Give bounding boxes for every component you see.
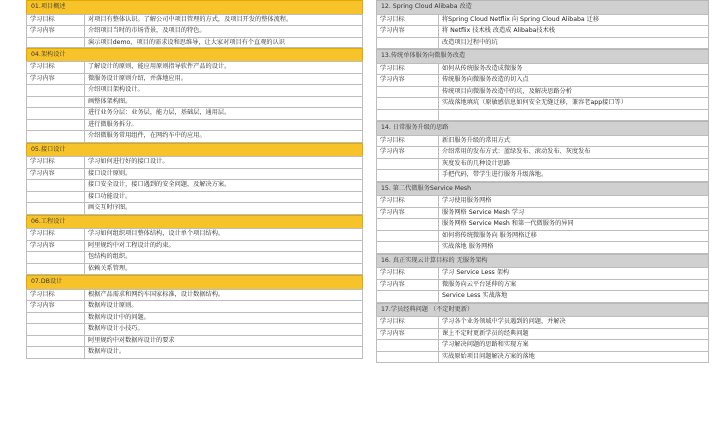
row-content: 微服务向云平台延伸的方案 — [439, 279, 709, 291]
row-content: 依赖关系管理。 — [85, 263, 363, 275]
row-label: 学习内容 — [27, 240, 85, 252]
table-row — [377, 279, 709, 291]
table-row — [27, 289, 363, 301]
table-row — [377, 242, 709, 254]
row-content: 了解设计的原则，能应用原则指导软件产品的设计。 — [85, 62, 363, 74]
row-label — [377, 340, 439, 352]
row-content: 实战落地 服务网格 — [439, 242, 709, 254]
row-label — [27, 252, 85, 264]
table-row — [27, 312, 363, 324]
table-row — [377, 230, 709, 242]
row-content: 接口安全设计，接口遇到的安全问题，及解决方案。 — [85, 180, 363, 192]
table-row — [27, 347, 363, 359]
outline-section — [26, 275, 363, 359]
row-label — [377, 170, 439, 182]
table-row — [377, 170, 709, 182]
row-label — [27, 85, 85, 97]
row-content: 阿里规约中对工程设计的约束。 — [85, 240, 363, 252]
table-row — [377, 14, 709, 26]
table-row — [377, 268, 709, 280]
row-content: 学习如何组织项目整体结构，设计单个项目结构。 — [85, 229, 363, 241]
outline-section — [376, 0, 709, 49]
table-row — [27, 240, 363, 252]
row-content: 对项目有整体认识。了解公司中项目管理的方式，及项目开发的整体流程。 — [85, 14, 363, 26]
left-course-outline — [26, 0, 363, 434]
row-content: 服务网格 Service Mesh 学习 — [439, 207, 709, 219]
section-table — [26, 156, 363, 215]
row-content: 传统项目向微服务改造中的坑，及解决思路分析 — [439, 86, 709, 98]
row-label — [377, 109, 439, 121]
table-row — [27, 229, 363, 241]
table-row — [377, 291, 709, 303]
row-content — [439, 109, 709, 121]
table-row — [27, 85, 363, 97]
row-label: 学习目标 — [27, 157, 85, 169]
row-label: 学习目标 — [377, 268, 439, 280]
table-row — [27, 157, 363, 169]
table-row — [27, 263, 363, 275]
row-label: 学习目标 — [377, 14, 439, 26]
section-title: 12. Spring Cloud Alibaba 改造 — [376, 0, 709, 14]
table-row — [377, 328, 709, 340]
row-label — [27, 335, 85, 347]
row-content: 数据库设计原则。 — [85, 301, 363, 313]
row-label — [27, 191, 85, 203]
section-title: 01.项目概述 — [26, 0, 363, 14]
row-content: 学习各个业务领域中学员遇到的问题，并解决 — [439, 317, 709, 329]
row-content: 手把代码，带学生进行服务升级落地。 — [439, 170, 709, 182]
row-label — [27, 347, 85, 359]
outline-section — [376, 121, 709, 182]
section-table — [26, 228, 363, 275]
row-content: 实战落地填坑（原敏感信息如何安全无缝迁移，兼容老app接口等） — [439, 98, 709, 110]
row-label — [377, 230, 439, 242]
row-content: 灰度发布的几种设计思路 — [439, 158, 709, 170]
row-label — [27, 324, 85, 336]
row-content: 进行微服务拆分。 — [85, 119, 363, 131]
row-content: 接口设计原则。 — [85, 168, 363, 180]
section-title: 06.工程设计 — [26, 215, 363, 229]
section-table — [376, 63, 709, 122]
outline-section — [376, 254, 709, 303]
row-label: 学习目标 — [27, 229, 85, 241]
row-label — [27, 96, 85, 108]
row-content: 数据库设计小技巧。 — [85, 324, 363, 336]
table-row — [27, 180, 363, 192]
table-row — [377, 86, 709, 98]
table-row — [377, 207, 709, 219]
table-row — [27, 108, 363, 120]
table-row — [377, 317, 709, 329]
row-content: 介绍微服务常用组件，在网约车中的应用。 — [85, 131, 363, 143]
row-content: 画交互时序图。 — [85, 203, 363, 215]
row-label: 学习内容 — [27, 301, 85, 313]
table-row — [377, 135, 709, 147]
row-content: 根据产品需求和网约车国家标准，设计数据结构。 — [85, 289, 363, 301]
table-row — [27, 301, 363, 313]
table-row — [377, 37, 709, 49]
row-content: 学习 Service Less 架构 — [439, 268, 709, 280]
table-row — [27, 335, 363, 347]
row-label — [27, 131, 85, 143]
section-title: 15. 第二代微服务Service Mesh — [376, 182, 709, 196]
row-label — [377, 242, 439, 254]
row-content: 包结构的组织。 — [85, 252, 363, 264]
row-content: 如何从传统服务改造成微服务 — [439, 63, 709, 75]
table-row — [27, 37, 363, 47]
row-content: 课上不定时更新学员的经典问题 — [439, 328, 709, 340]
row-label: 学习内容 — [377, 75, 439, 87]
row-content: 数据库设计中的问题。 — [85, 312, 363, 324]
table-row — [377, 26, 709, 38]
table-row — [27, 96, 363, 108]
section-table — [376, 195, 709, 254]
row-content: 学习解决问题的思路和实现方案 — [439, 340, 709, 352]
row-content: 将 Netflix 技术栈 改造成 Alibaba技术栈 — [439, 26, 709, 38]
row-label: 学习目标 — [27, 289, 85, 301]
row-content: 如何将传统微服务向 服务网格迁移 — [439, 230, 709, 242]
section-title: 14. 日常服务升级的思路 — [376, 121, 709, 135]
table-row — [27, 131, 363, 143]
section-table — [376, 267, 709, 303]
row-label — [377, 86, 439, 98]
table-row — [377, 98, 709, 110]
row-content: 学习如何进行好的接口设计。 — [85, 157, 363, 169]
row-content: 数据库设计。 — [85, 347, 363, 359]
row-label — [27, 37, 85, 47]
row-label: 学习内容 — [377, 279, 439, 291]
table-row — [27, 62, 363, 74]
table-row — [27, 324, 363, 336]
section-table — [376, 316, 709, 363]
row-label — [27, 108, 85, 120]
outline-section — [376, 182, 709, 254]
row-label: 学习内容 — [27, 73, 85, 85]
outline-section — [376, 303, 709, 364]
outline-section — [26, 143, 363, 215]
row-content: Service Less 实战落地 — [439, 291, 709, 303]
row-label: 学习目标 — [377, 135, 439, 147]
row-label: 学习目标 — [377, 317, 439, 329]
row-label — [377, 37, 439, 49]
table-row — [377, 63, 709, 75]
table-row — [27, 14, 363, 26]
table-row — [27, 191, 363, 203]
row-content: 介绍项目架构设计。 — [85, 85, 363, 97]
row-label: 学习内容 — [377, 147, 439, 159]
row-content: 将Spring Cloud Netflix 向 Spring Cloud Alibaba 迁移 — [439, 14, 709, 26]
row-label — [27, 119, 85, 131]
section-title: 04.架构设计 — [26, 48, 363, 62]
row-content: 学习使用服务网格 — [439, 196, 709, 208]
table-row — [27, 73, 363, 85]
table-row — [377, 158, 709, 170]
section-title: 17.学员经典问题 （不定时更新） — [376, 303, 709, 317]
section-title: 07.DB设计 — [26, 275, 363, 289]
row-label: 学习内容 — [27, 26, 85, 38]
table-row — [377, 219, 709, 231]
outline-section — [26, 0, 363, 48]
row-content: 传统服务向微服务改造的切入点 — [439, 75, 709, 87]
row-label: 学习目标 — [377, 63, 439, 75]
section-table — [26, 61, 363, 143]
row-content: 新旧服务升级的常用方式 — [439, 135, 709, 147]
table-row — [377, 109, 709, 121]
row-content: 介绍项目当时的市场背景，及项目的特色。 — [85, 26, 363, 38]
row-label: 学习内容 — [377, 26, 439, 38]
row-content: 介绍常用的发布方式：蓝绿发布、滚动发布、灰度发布 — [439, 147, 709, 159]
row-content: 实战原始项目问题解决方案的落地 — [439, 351, 709, 363]
table-row — [27, 203, 363, 215]
outline-section — [26, 215, 363, 276]
row-content: 服务网格 Service Mesh 和第一代微服务的异同 — [439, 219, 709, 231]
table-row — [377, 340, 709, 352]
table-row — [27, 252, 363, 264]
row-label: 学习目标 — [377, 196, 439, 208]
row-content: 进行业务分层：业务层，能力层，基础层，通用层。 — [85, 108, 363, 120]
table-row — [377, 147, 709, 159]
row-content: 改造项目过程中的坑 — [439, 37, 709, 49]
right-course-outline — [376, 0, 709, 434]
row-label: 学习内容 — [27, 168, 85, 180]
row-label — [27, 203, 85, 215]
row-label: 学习内容 — [377, 207, 439, 219]
row-label — [377, 291, 439, 303]
table-row — [27, 168, 363, 180]
row-content: 阿里规约中对数据库设计的要求 — [85, 335, 363, 347]
section-title: 16. 真正实现云计算目标的 无服务架构 — [376, 254, 709, 268]
table-row — [377, 351, 709, 363]
row-label: 学习目标 — [27, 62, 85, 74]
row-label — [27, 312, 85, 324]
section-table — [376, 135, 709, 182]
table-row — [27, 26, 363, 38]
table-row — [377, 196, 709, 208]
row-content: 接口功能设计。 — [85, 191, 363, 203]
outline-section — [376, 49, 709, 121]
row-label — [27, 180, 85, 192]
outline-section — [26, 48, 363, 143]
row-label — [27, 263, 85, 275]
row-label: 学习内容 — [377, 328, 439, 340]
table-row — [27, 119, 363, 131]
section-title: 13.传统单体服务向微服务改造 — [376, 49, 709, 63]
row-content: 画整体架构图。 — [85, 96, 363, 108]
row-content: 微服务设计原则介绍，并落地应用。 — [85, 73, 363, 85]
section-table — [376, 14, 709, 50]
row-label — [377, 98, 439, 110]
section-table — [26, 289, 363, 359]
section-table — [26, 14, 363, 48]
section-title: 05.接口设计 — [26, 143, 363, 157]
row-content: 演示项目demo，项目的需求设和思维导，让大家对项目有个直观的认识 — [85, 37, 363, 47]
row-label — [377, 158, 439, 170]
row-label — [377, 351, 439, 363]
row-label — [377, 219, 439, 231]
table-row — [377, 75, 709, 87]
row-label: 学习目标 — [27, 14, 85, 26]
